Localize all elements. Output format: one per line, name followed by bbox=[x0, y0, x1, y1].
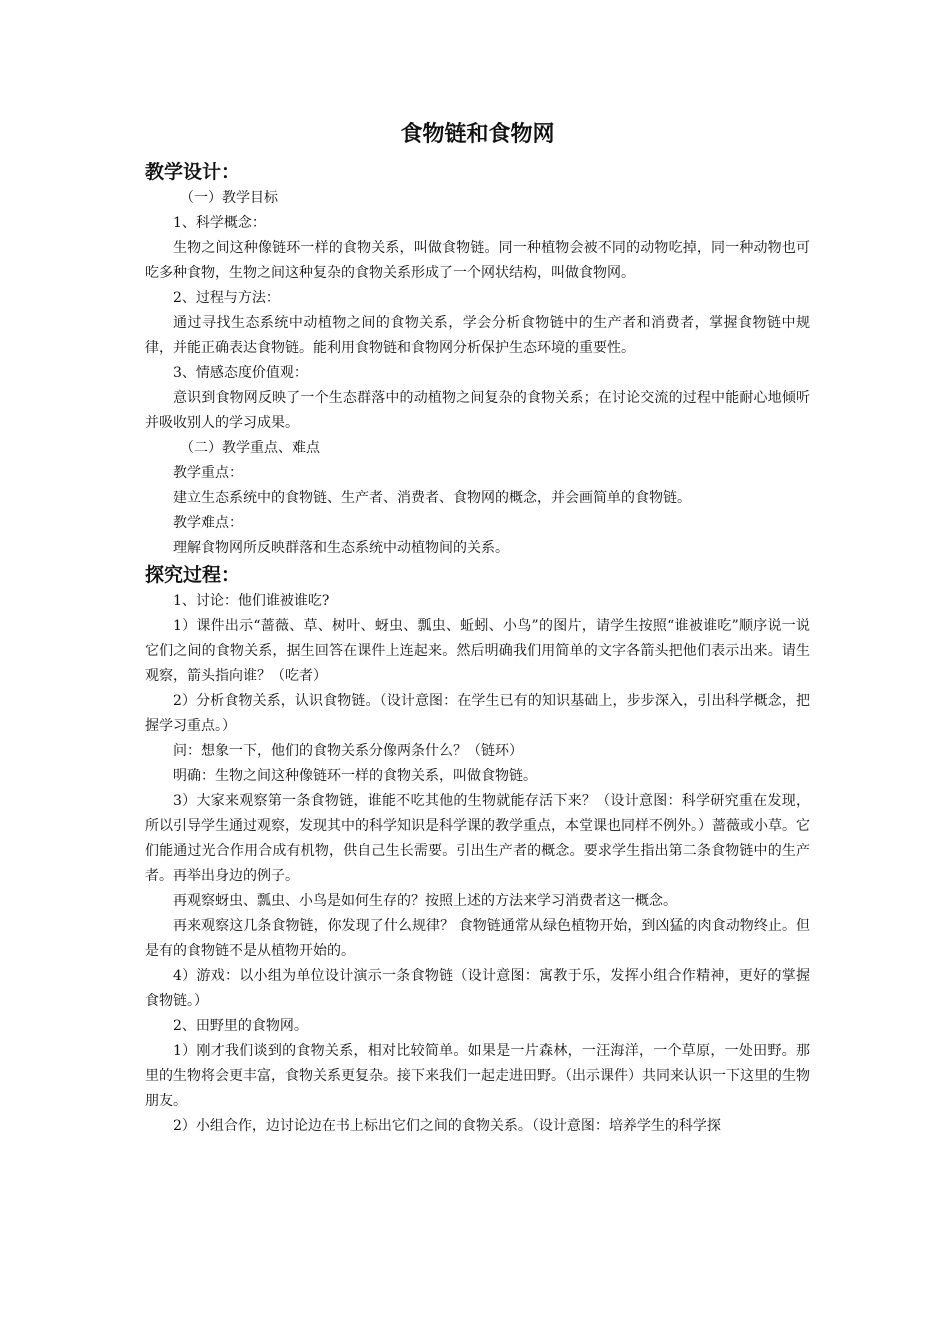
paragraph: 2、田野里的食物网。 bbox=[173, 1018, 308, 1034]
paragraph: 3）大家来观察第一条食物链，谁能不吃其他的生物就能存活下来？（设计意图：科学研究重在发现，所以引导学生通过观察，发现其中的科学知识是科学课的教学重点，本堂课也同样不例外。）蔷薇或小草。它们能通过光合作用合成有机物，供自己生长需要。引出生产者的概念。要求学生指出第二条食物链中的生产者。再举出身边的例子。 bbox=[145, 793, 810, 884]
paragraph: 再来观察这几条食物链，你发现了什么规律？ 食物链通常从绿色植物开始，到凶猛的肉食动物终止。但是有的食物链不是从植物开始的。 bbox=[145, 918, 810, 959]
paragraph: 生物之间这种像链环一样的食物关系，叫做食物链。同一种植物会被不同的动物吃掉，同一种动物也可吃多种食物，生物之间这种复杂的食物关系形成了一个网状结构，叫做食物网。 bbox=[145, 240, 810, 281]
paragraph: 建立生态系统中的食物链、生产者、消费者、食物网的概念，并会画简单的食物链。 bbox=[173, 490, 691, 506]
document-page bbox=[145, 118, 810, 1139]
paragraph: 2）分析食物关系，认识食物链。（设计意图：在学生已有的知识基础上，步步深入，引出科学概念，把握学习重点。） bbox=[145, 693, 810, 734]
paragraph: 1、讨论：他们谁被谁吃? bbox=[173, 593, 330, 609]
paragraph: （一）教学目标 bbox=[180, 190, 278, 206]
section-teaching-design bbox=[145, 186, 810, 561]
paragraph: 1、科学概念： bbox=[173, 215, 266, 231]
paragraph: （二）教学重点、难点 bbox=[180, 440, 320, 456]
paragraph: 4）游戏：以小组为单位设计演示一条食物链（设计意图：寓教于乐，发挥小组合作精神，更好的掌握食物链。） bbox=[145, 968, 810, 1009]
paragraph: 明确：生物之间这种像链环一样的食物关系，叫做食物链。 bbox=[173, 768, 537, 784]
paragraph: 理解食物网所反映群落和生态系统中动植物间的关系。 bbox=[173, 540, 509, 556]
section-heading-inquiry-process: 探究过程： bbox=[145, 564, 241, 586]
paragraph: 2、过程与方法： bbox=[173, 290, 280, 306]
paragraph: 教学重点： bbox=[173, 465, 243, 481]
section-inquiry-process bbox=[145, 589, 810, 1139]
paragraph: 再观察蚜虫、瓢虫、小鸟是如何生存的？按照上述的方法来学习消费者这一概念。 bbox=[173, 893, 677, 909]
paragraph: 问：想象一下，他们的食物关系分像两条什么？（链环） bbox=[173, 743, 523, 759]
section-heading-teaching-design: 教学设计： bbox=[145, 161, 241, 183]
paragraph: 1）课件出示“蔷薇、草、树叶、蚜虫、瓢虫、蚯蚓、小鸟”的图片，请学生按照“谁被谁吃”顺序说一说它们之间的食物关系，据生回答在课件上连起来。然后明确我们用简单的文字各箭头把他们表示出来。请生观察，箭头指向谁？（吃者） bbox=[145, 618, 810, 684]
paragraph: 通过寻找生态系统中动植物之间的食物关系，学会分析食物链中的生产者和消费者，掌握食物链中规律，并能正确表达食物链。能利用食物链和食物网分析保护生态环境的重要性。 bbox=[145, 315, 810, 356]
paragraph: 3、情感态度价值观： bbox=[173, 365, 308, 381]
document-title: 食物链和食物网 bbox=[400, 122, 555, 147]
paragraph: 教学难点： bbox=[173, 515, 243, 531]
paragraph: 意识到食物网反映了一个生态群落中的动植物之间复杂的食物关系；在讨论交流的过程中能耐心地倾听并吸收别人的学习成果。 bbox=[145, 390, 810, 431]
paragraph: 1）刚才我们谈到的食物关系，相对比较简单。如果是一片森林，一汪海洋，一个草原，一处田野。那里的生物将会更丰富，食物关系更复杂。接下来我们一起走进田野。（出示课件）共同来认识一下这里的生物朋友。 bbox=[145, 1043, 810, 1109]
paragraph: 2）小组合作，边讨论边在书上标出它们之间的食物关系。（设计意图：培养学生的科学探 bbox=[173, 1118, 721, 1134]
